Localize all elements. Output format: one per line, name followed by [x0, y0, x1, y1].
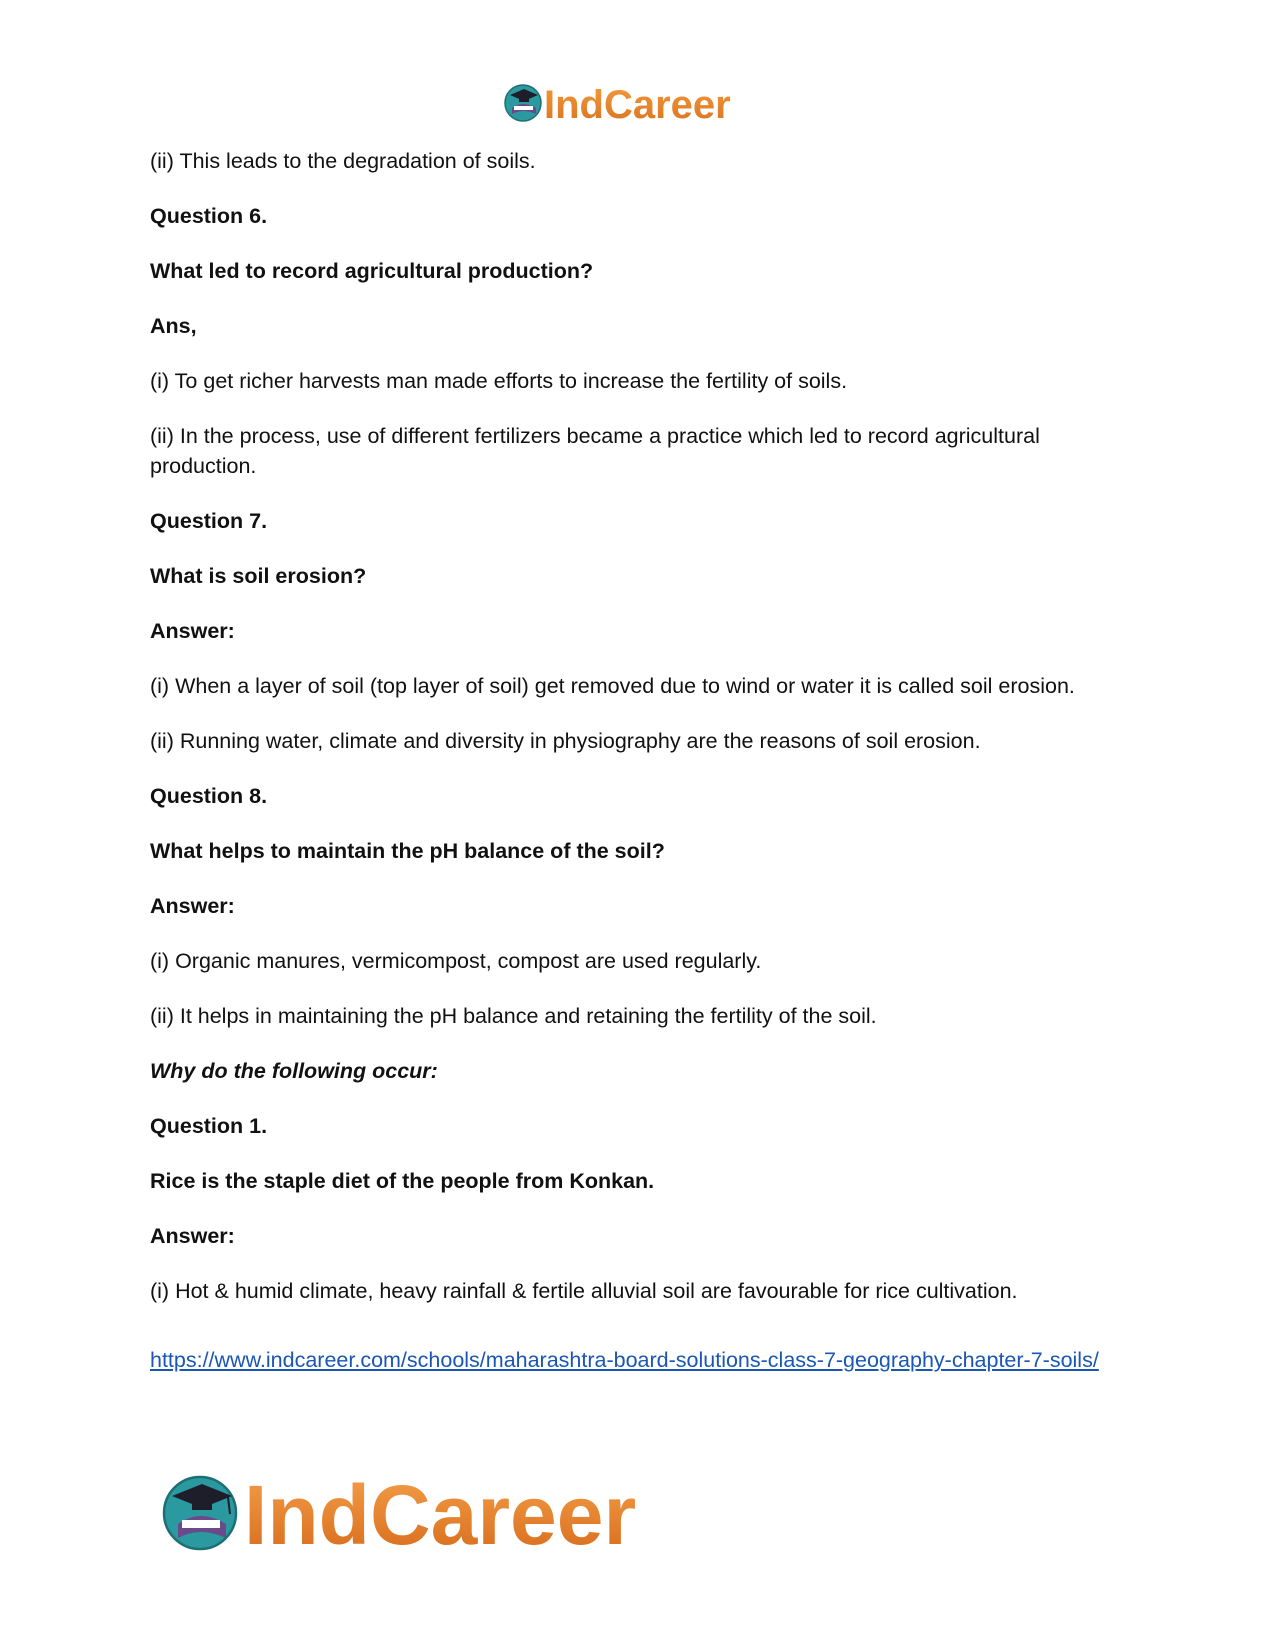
answer-label: Answer:: [150, 1224, 235, 1248]
paragraph: (i) When a layer of soil (top layer of soil) get removed due to wind or water it is called soil erosion.: [150, 674, 1075, 698]
footer-logo: [160, 1468, 700, 1558]
answer-label: Ans,: [150, 314, 197, 338]
question-text: What is soil erosion?: [150, 564, 367, 588]
paragraph: (ii) Running water, climate and diversity in physiography are the reasons of soil erosion.: [150, 729, 981, 753]
question-number: Question 6.: [150, 204, 268, 228]
question-number: Question 1.: [150, 1114, 268, 1138]
globe-graduation-cap-icon: [505, 85, 541, 121]
paragraph: (i) Organic manures, vermicompost, compost are used regularly.: [150, 949, 762, 973]
source-link-container: [150, 1342, 1125, 1378]
paragraph: (i) To get richer harvests man made efforts to increase the fertility of soils.: [150, 369, 848, 393]
paragraph: (ii) It helps in maintaining the pH balance and retaining the fertility of the soil.: [150, 1004, 877, 1028]
header-logo: [502, 78, 772, 128]
paragraph: (ii) In the process, use of different fertilizers became a practice which led to record agricultural production.: [150, 424, 1040, 478]
question-text: What led to record agricultural production?: [150, 259, 594, 283]
section-heading: Why do the following occur:: [150, 1059, 438, 1083]
logo-text: IndCareer: [544, 83, 731, 127]
question-text: Rice is the staple diet of the people from Konkan.: [150, 1169, 655, 1193]
answer-label: Answer:: [150, 894, 235, 918]
source-link[interactable]: https://www.indcareer.com/schools/maharashtra-board-solutions-class-7-geography-chapter-7-soils/: [150, 1348, 1099, 1372]
logo-text: IndCareer: [244, 1468, 637, 1558]
globe-graduation-cap-icon: [164, 1477, 236, 1549]
document-body: [150, 146, 1125, 1378]
question-text: What helps to maintain the pH balance of the soil?: [150, 839, 665, 863]
question-number: Question 7.: [150, 509, 268, 533]
paragraph: (ii) This leads to the degradation of soils.: [150, 149, 536, 173]
answer-label: Answer:: [150, 619, 235, 643]
question-number: Question 8.: [150, 784, 268, 808]
paragraph: (i) Hot & humid climate, heavy rainfall & fertile alluvial soil are favourable for rice cultivation.: [150, 1279, 1018, 1303]
